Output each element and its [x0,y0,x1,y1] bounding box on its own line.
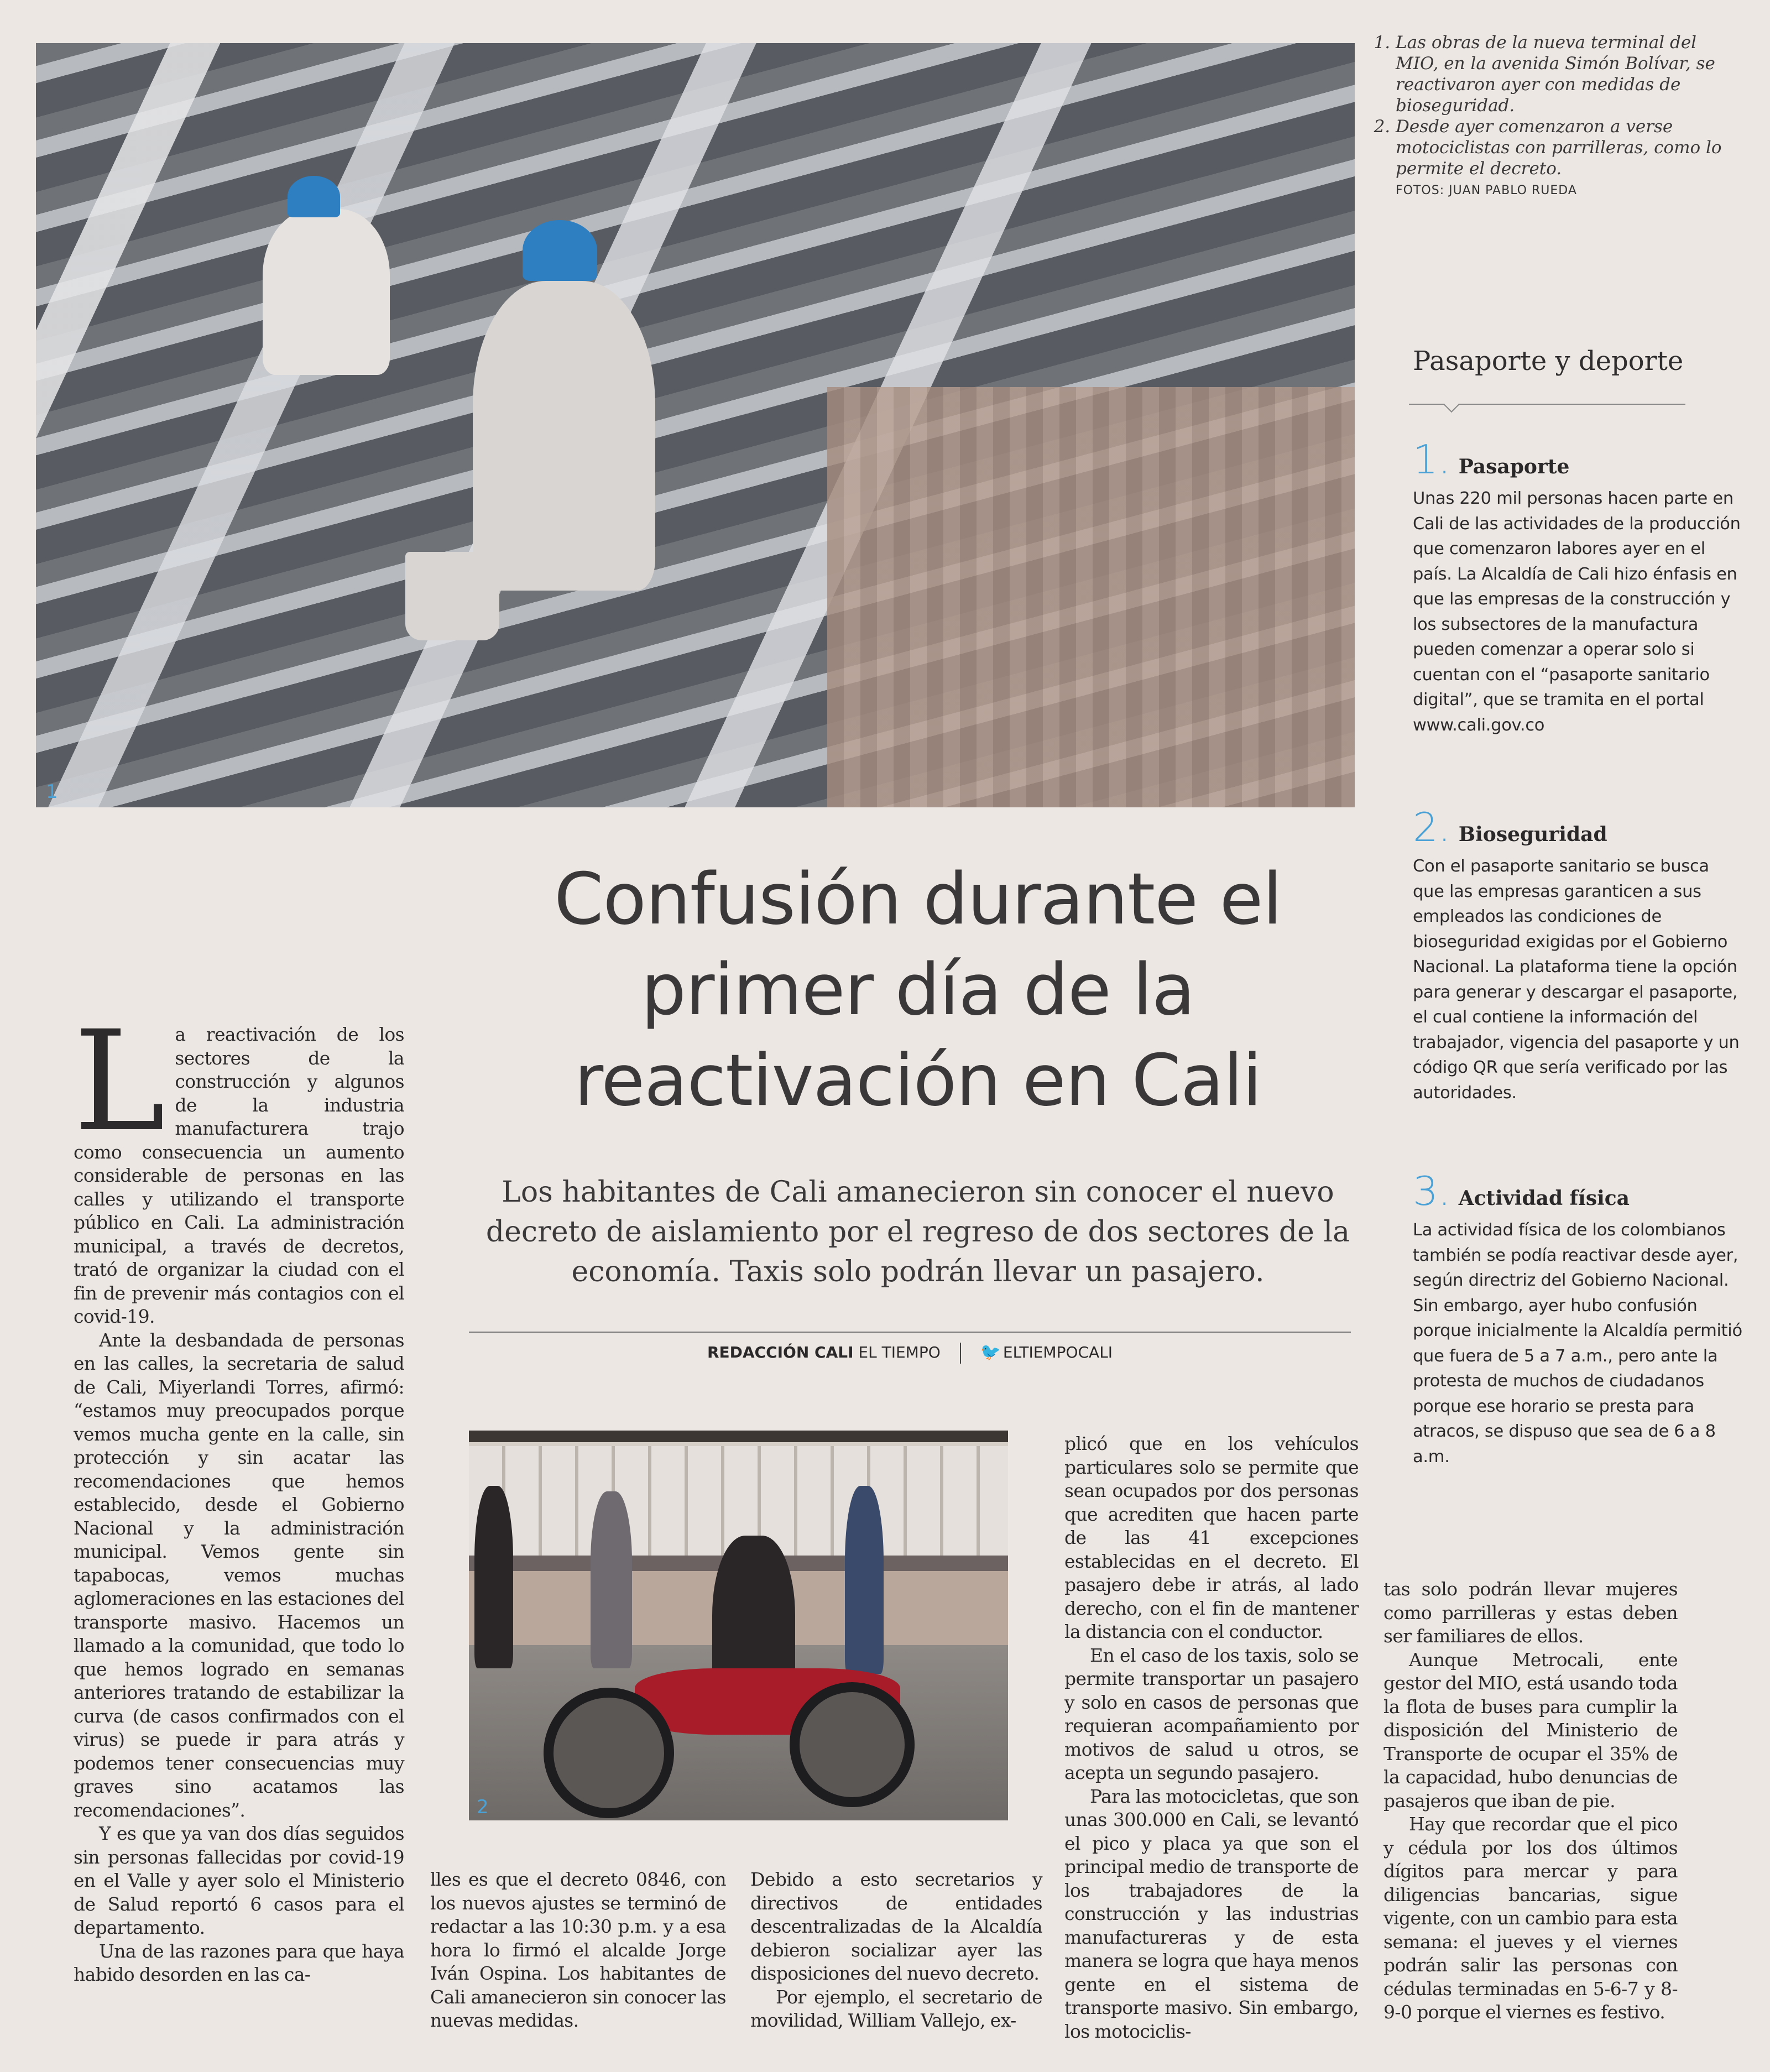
motorcycle-rear-wheel [790,1682,915,1807]
worker-figure-right [473,281,655,591]
sidebar-title: Pasaporte y deporte [1413,346,1684,377]
sidebar-divider-notch [1444,397,1459,413]
article-column-3 [750,1868,1042,2033]
helmet-left [288,176,340,217]
paragraph: lles es que el decreto 0846, con los nuevos ajustes se terminó de redactar a las 10:30 p.m. y a esa hora lo firmó el alcalde Jorge Iván Ospina. Los habitantes de Cali amanecieron sin conocer las nuevas medidas. [430,1869,726,2031]
paragraph: Y es que ya van dos días seguidos sin personas fallecidas por covid-19 en el Valle y ayer solo el Ministerio de Salud reportó 6 casos para el departamento. [74,1823,404,1938]
pedestrian-figure [845,1486,884,1674]
sidebar-item-label: Pasaporte [1458,455,1570,478]
byline [469,1343,1351,1364]
twitter-handle: ELTIEMPOCALI [1003,1343,1113,1361]
photo-ground [827,387,1355,807]
paragraph: Ante la desbandada de personas en las calles, la secretaria de salud de Cali, Miyerlandi Torres, afirmó: “estamos muy preocupados porque vemos mucha gente en la calle, sin protección y sin acatar las recomendaciones que hemos establecido, desde el Gobierno Nacional y la administración municipal. Vemos gente sin tapabocas, vemos muchas aglomeraciones en las estaciones del transporte masivo. Hacemos un llamado a la comunidad, que todo lo que hemos logrado en semanas anteriores tratando de estabilizar la curva (de casos confirmados con el virus) se puede ir para atrás y podemos tener consecuencias muy graves sino acatamos las recomendaciones”. [74,1329,404,1821]
byline-separator [960,1343,961,1364]
sidebar-item-text: La actividad física de los colombianos también se podía reactivar desde ayer, según directriz del Gobierno Nacional. Sin embargo, ayer hubo confusión porque inicialmente la Alcaldía permitió que fuera de 5 a 7 a.m., pero ante la protesta de muchos de ciudadanos porque ese horario se presta para atracos, se dispuso que sea de 6 a 8 a.m. [1413,1220,1742,1466]
paragraph: plicó que en los vehículos particulares solo se permite que sean ocupados por dos personas que acrediten que hacen parte de las 41 excepciones establecidas en el decreto. El pasajero debe ir atrás, al lado derecho, con el fin de mantener la distancia con el conductor. [1064,1433,1359,1642]
photo-credit: FOTOS: JUAN PABLO RUEDA [1396,184,1577,197]
article-column-5 [1383,1578,1678,2024]
twitter-icon: 🐦 [980,1343,1001,1362]
sidebar-item-number: 1. [1413,436,1451,483]
caption-item: 1. Las obras de la nueva terminal del MIO, en la avenida Simón Bolívar, se reactivaron ayer con medidas de bioseguridad. [1396,32,1730,116]
sidebar-item-text: Unas 220 mil personas hacen parte en Cali de las actividades de la producción que comenzaron labores ayer en el país. La Alcaldía de Cali hizo énfasis en que las empresas de la construcción y los subsectores de la manufactura pueden comenzar a operar solo si cuentan con el “pasaporte sanitario digital”, que se tramita en el portal www.cali.gov.co [1413,489,1741,735]
article-column-2 [430,1868,726,2033]
paragraph: En el caso de los taxis, solo se permite transportar un pasajero y solo en casos de personas que requieran acompañamiento por motivos de salud u otros, se acepta un segundo pasajero. [1064,1644,1359,1783]
photo-caption [1376,32,1730,201]
helmet-right [523,220,597,281]
main-photo [36,43,1355,807]
sidebar-item-label: Actividad física [1458,1187,1630,1210]
worker-figure-left [263,209,390,375]
photo-number: 1 [46,781,58,803]
paragraph: Hay que recordar que el pico y cédula por los dos últimos dígitos para mercar y para diligencias bancarias, sigue vigente, con un cambio para esta semana: el jueves y el viernes podrán salir las personas con cédulas terminadas en 5-6-7 y 8-9-0 porque el viernes es festivo. [1383,1813,1678,2023]
article-subhead: Los habitantes de Cali amanecieron sin conocer el nuevo decreto de aislamiento por el regreso de dos sectores de la economía. Taxis solo podrán llevar un pasajero. [485,1176,1350,1288]
paragraph: Para las motocicletas, que son unas 300.000 en Cali, se levantó el pico y placa ya que son el principal medio de transporte de los trabajadores de la construcción y las industrias manufactureras y de esta manera se logra que haya menos gente en el sistema de transporte masivo. Sin embargo, los motociclis- [1064,1785,1359,2042]
sidebar-item-text: Con el pasaporte sanitario se busca que las empresas garanticen a sus empleados las condiciones de bioseguridad exigidas por el Gobierno Nacional. La plataforma tiene la opción para generar y descargar el pasaporte, el cual contiene la información del trabajador, vigencia del pasaporte y un código QR que sería verificado por las autoridades. [1413,857,1740,1103]
sidebar-item-label: Bioseguridad [1458,823,1607,846]
paragraph: Aunque Metrocali, ente gestor del MIO, está usando toda la flota de buses para cumplir la disposición del Ministerio de Transporte de ocupar el 35% de la capacidad, hubo denuncias de pasajeros que iban de pie. [1383,1648,1678,1812]
article-headline: Confusión durante el primer día de la reactivación en Cali [554,858,1282,1122]
byline-divider [469,1332,1351,1333]
pedestrian-figure [591,1491,632,1668]
caption-item: 2. Desde ayer comenzaron a verse motociclistas con parrilleras, como lo permite el decreto. [1396,116,1730,179]
sidebar-item-number: 3. [1413,1168,1451,1214]
pedestrian-figure [474,1486,513,1668]
bucket [405,552,499,640]
paragraph: Por ejemplo, el secretario de movilidad, William Vallejo, ex- [750,1986,1042,2031]
sidebar-item-bioseguridad [1413,804,1745,1105]
motorcycle-photo [469,1431,1008,1820]
byline-author: REDACCIÓN CALI [707,1343,854,1361]
photo-number: 2 [477,1796,489,1818]
motorcycle-front-wheel [544,1688,674,1818]
article-column-1 [74,1001,404,1987]
paragraph: Debido a esto secretarios y directivos de entidades descentralizadas de la Alcaldía debieron socializar ayer las disposiciones del nuevo decreto. [750,1869,1042,1984]
paragraph: Una de las razones para que haya habido desorden en las ca- [74,1940,404,1985]
paragraph: tas solo podrán llevar mujeres como parrilleras y estas deben ser familiares de ellos. [1383,1578,1678,1647]
article-column-4 [1064,1432,1359,2043]
paragraph: a reactivación de los sectores de la construcción y algunos de la industria manufacturera trajo como consecuencia un aumento considerable de personas en las calles y utilizando el transporte público en Cali. La administración municipal, a través de decretos, trató de organizar la ciudad con el fin de prevenir más contagios con el covid-19. [74,1024,404,1327]
sidebar-item-actividad-fisica [1413,1168,1745,1469]
sidebar-item-number: 2. [1413,804,1451,850]
sidebar-item-pasaporte [1413,436,1745,738]
drop-cap: L [74,1001,165,1162]
byline-paper: EL TIEMPO [858,1343,941,1361]
